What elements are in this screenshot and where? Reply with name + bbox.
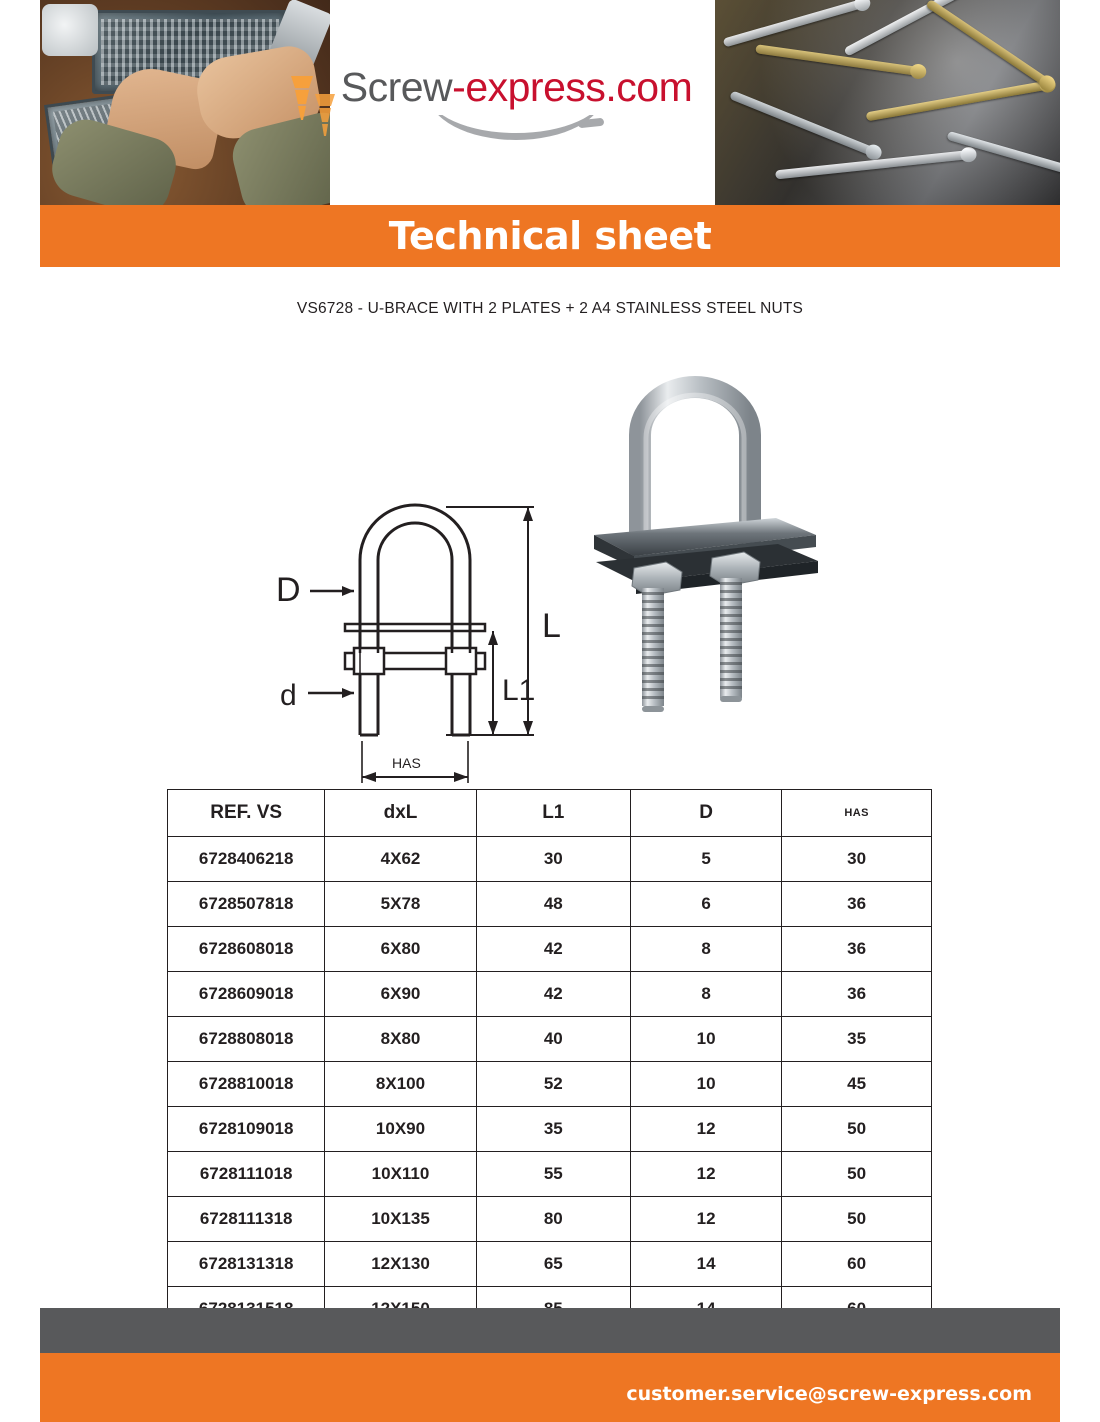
table-header-d: D: [630, 790, 781, 837]
footer-grey-band: [40, 1308, 1060, 1353]
cell-d: 10: [630, 1062, 781, 1107]
cell-dxl: 10X110: [325, 1152, 476, 1197]
cell-has: 36: [782, 972, 932, 1017]
screws-pile-photo: [715, 0, 1060, 205]
product-caption: VS6728 - U-BRACE WITH 2 PLATES + 2 A4 STAINLESS STEEL NUTS: [296, 300, 804, 317]
cell-ref: 6728406218: [168, 837, 325, 882]
cell-has: 60: [782, 1242, 932, 1287]
table-row: [168, 1242, 932, 1287]
cell-ref: 6728111318: [168, 1197, 325, 1242]
cell-has: 35: [782, 1017, 932, 1062]
table-row: [168, 1107, 932, 1152]
cell-has: 36: [782, 927, 932, 972]
screw-logo-icon: [279, 74, 339, 144]
table-row: [168, 882, 932, 927]
cell-dxl: 5X78: [325, 882, 476, 927]
cell-l1: 55: [476, 1152, 630, 1197]
label-L1: L1: [502, 674, 536, 707]
page-header: [40, 0, 1060, 205]
label-L: L: [542, 607, 561, 645]
cell-dxl: 8X80: [325, 1017, 476, 1062]
brand-logo[interactable]: [330, 0, 715, 205]
product-drawing-area: [250, 330, 850, 771]
table-row: [168, 1017, 932, 1062]
cell-has: 50: [782, 1197, 932, 1242]
cell-dxl: 10X90: [325, 1107, 476, 1152]
table-header-l1: L1: [476, 790, 630, 837]
cell-ref: 6728810018: [168, 1062, 325, 1107]
cell-has: 50: [782, 1152, 932, 1197]
cell-l1: 48: [476, 882, 630, 927]
cell-l1: 40: [476, 1017, 630, 1062]
cell-ref: 6728808018: [168, 1017, 325, 1062]
table-row: [168, 1197, 932, 1242]
cell-has: 30: [782, 837, 932, 882]
table-row: [168, 972, 932, 1017]
logo-text-part1: Screw: [340, 64, 453, 110]
cell-ref: 6728608018: [168, 927, 325, 972]
table-header-ref: REF. VS: [168, 790, 325, 837]
cell-d: 12: [630, 1152, 781, 1197]
label-d: d: [280, 679, 297, 712]
cell-d: 10: [630, 1017, 781, 1062]
table-row: [168, 837, 932, 882]
cell-d: 12: [630, 1197, 781, 1242]
cell-l1: 42: [476, 972, 630, 1017]
cell-d: 14: [630, 1242, 781, 1287]
cell-has: 45: [782, 1062, 932, 1107]
cell-l1: 42: [476, 927, 630, 972]
specification-table-wrapper: [167, 789, 932, 1332]
cell-ref: 6728507818: [168, 882, 325, 927]
cell-dxl: 4X62: [325, 837, 476, 882]
cell-dxl: 6X90: [325, 972, 476, 1017]
table-header-dxl: dxL: [325, 790, 476, 837]
cell-d: 12: [630, 1107, 781, 1152]
cell-d: 8: [630, 927, 781, 972]
cell-dxl: 6X80: [325, 927, 476, 972]
cell-ref: 6728131318: [168, 1242, 325, 1287]
cell-dxl: 8X100: [325, 1062, 476, 1107]
table-row: [168, 1152, 932, 1197]
cell-d: 8: [630, 972, 781, 1017]
logo-swoosh-icon: [428, 115, 604, 141]
technical-sheet-title-band: [40, 205, 1060, 267]
tape-measure-icon: [42, 4, 98, 56]
label-HAS: HAS: [392, 755, 421, 771]
table-row: [168, 1062, 932, 1107]
cell-ref: 6728609018: [168, 972, 325, 1017]
table-header-has: HAS: [782, 790, 932, 837]
table-row: [168, 927, 932, 972]
u-bolt-product-photo: [570, 330, 840, 730]
logo-text: [341, 64, 692, 111]
cell-ref: 6728111018: [168, 1152, 325, 1197]
cell-l1: 52: [476, 1062, 630, 1107]
footer-email[interactable]: customer.service@screw-express.com: [626, 1383, 1032, 1405]
cell-l1: 30: [476, 837, 630, 882]
cell-d: 6: [630, 882, 781, 927]
cell-has: 50: [782, 1107, 932, 1152]
cell-ref: 6728109018: [168, 1107, 325, 1152]
specification-table: [167, 789, 932, 1332]
u-bolt-dimension-schematic: [250, 405, 590, 825]
cell-dxl: 12X130: [325, 1242, 476, 1287]
label-D: D: [276, 571, 301, 609]
logo-text-part2: -express.com: [452, 64, 693, 110]
cell-l1: 35: [476, 1107, 630, 1152]
page-title: Technical sheet: [388, 214, 712, 258]
cell-d: 5: [630, 837, 781, 882]
cell-dxl: 10X135: [325, 1197, 476, 1242]
cell-l1: 80: [476, 1197, 630, 1242]
table-header-row: [168, 790, 932, 837]
cell-has: 36: [782, 882, 932, 927]
cell-l1: 65: [476, 1242, 630, 1287]
